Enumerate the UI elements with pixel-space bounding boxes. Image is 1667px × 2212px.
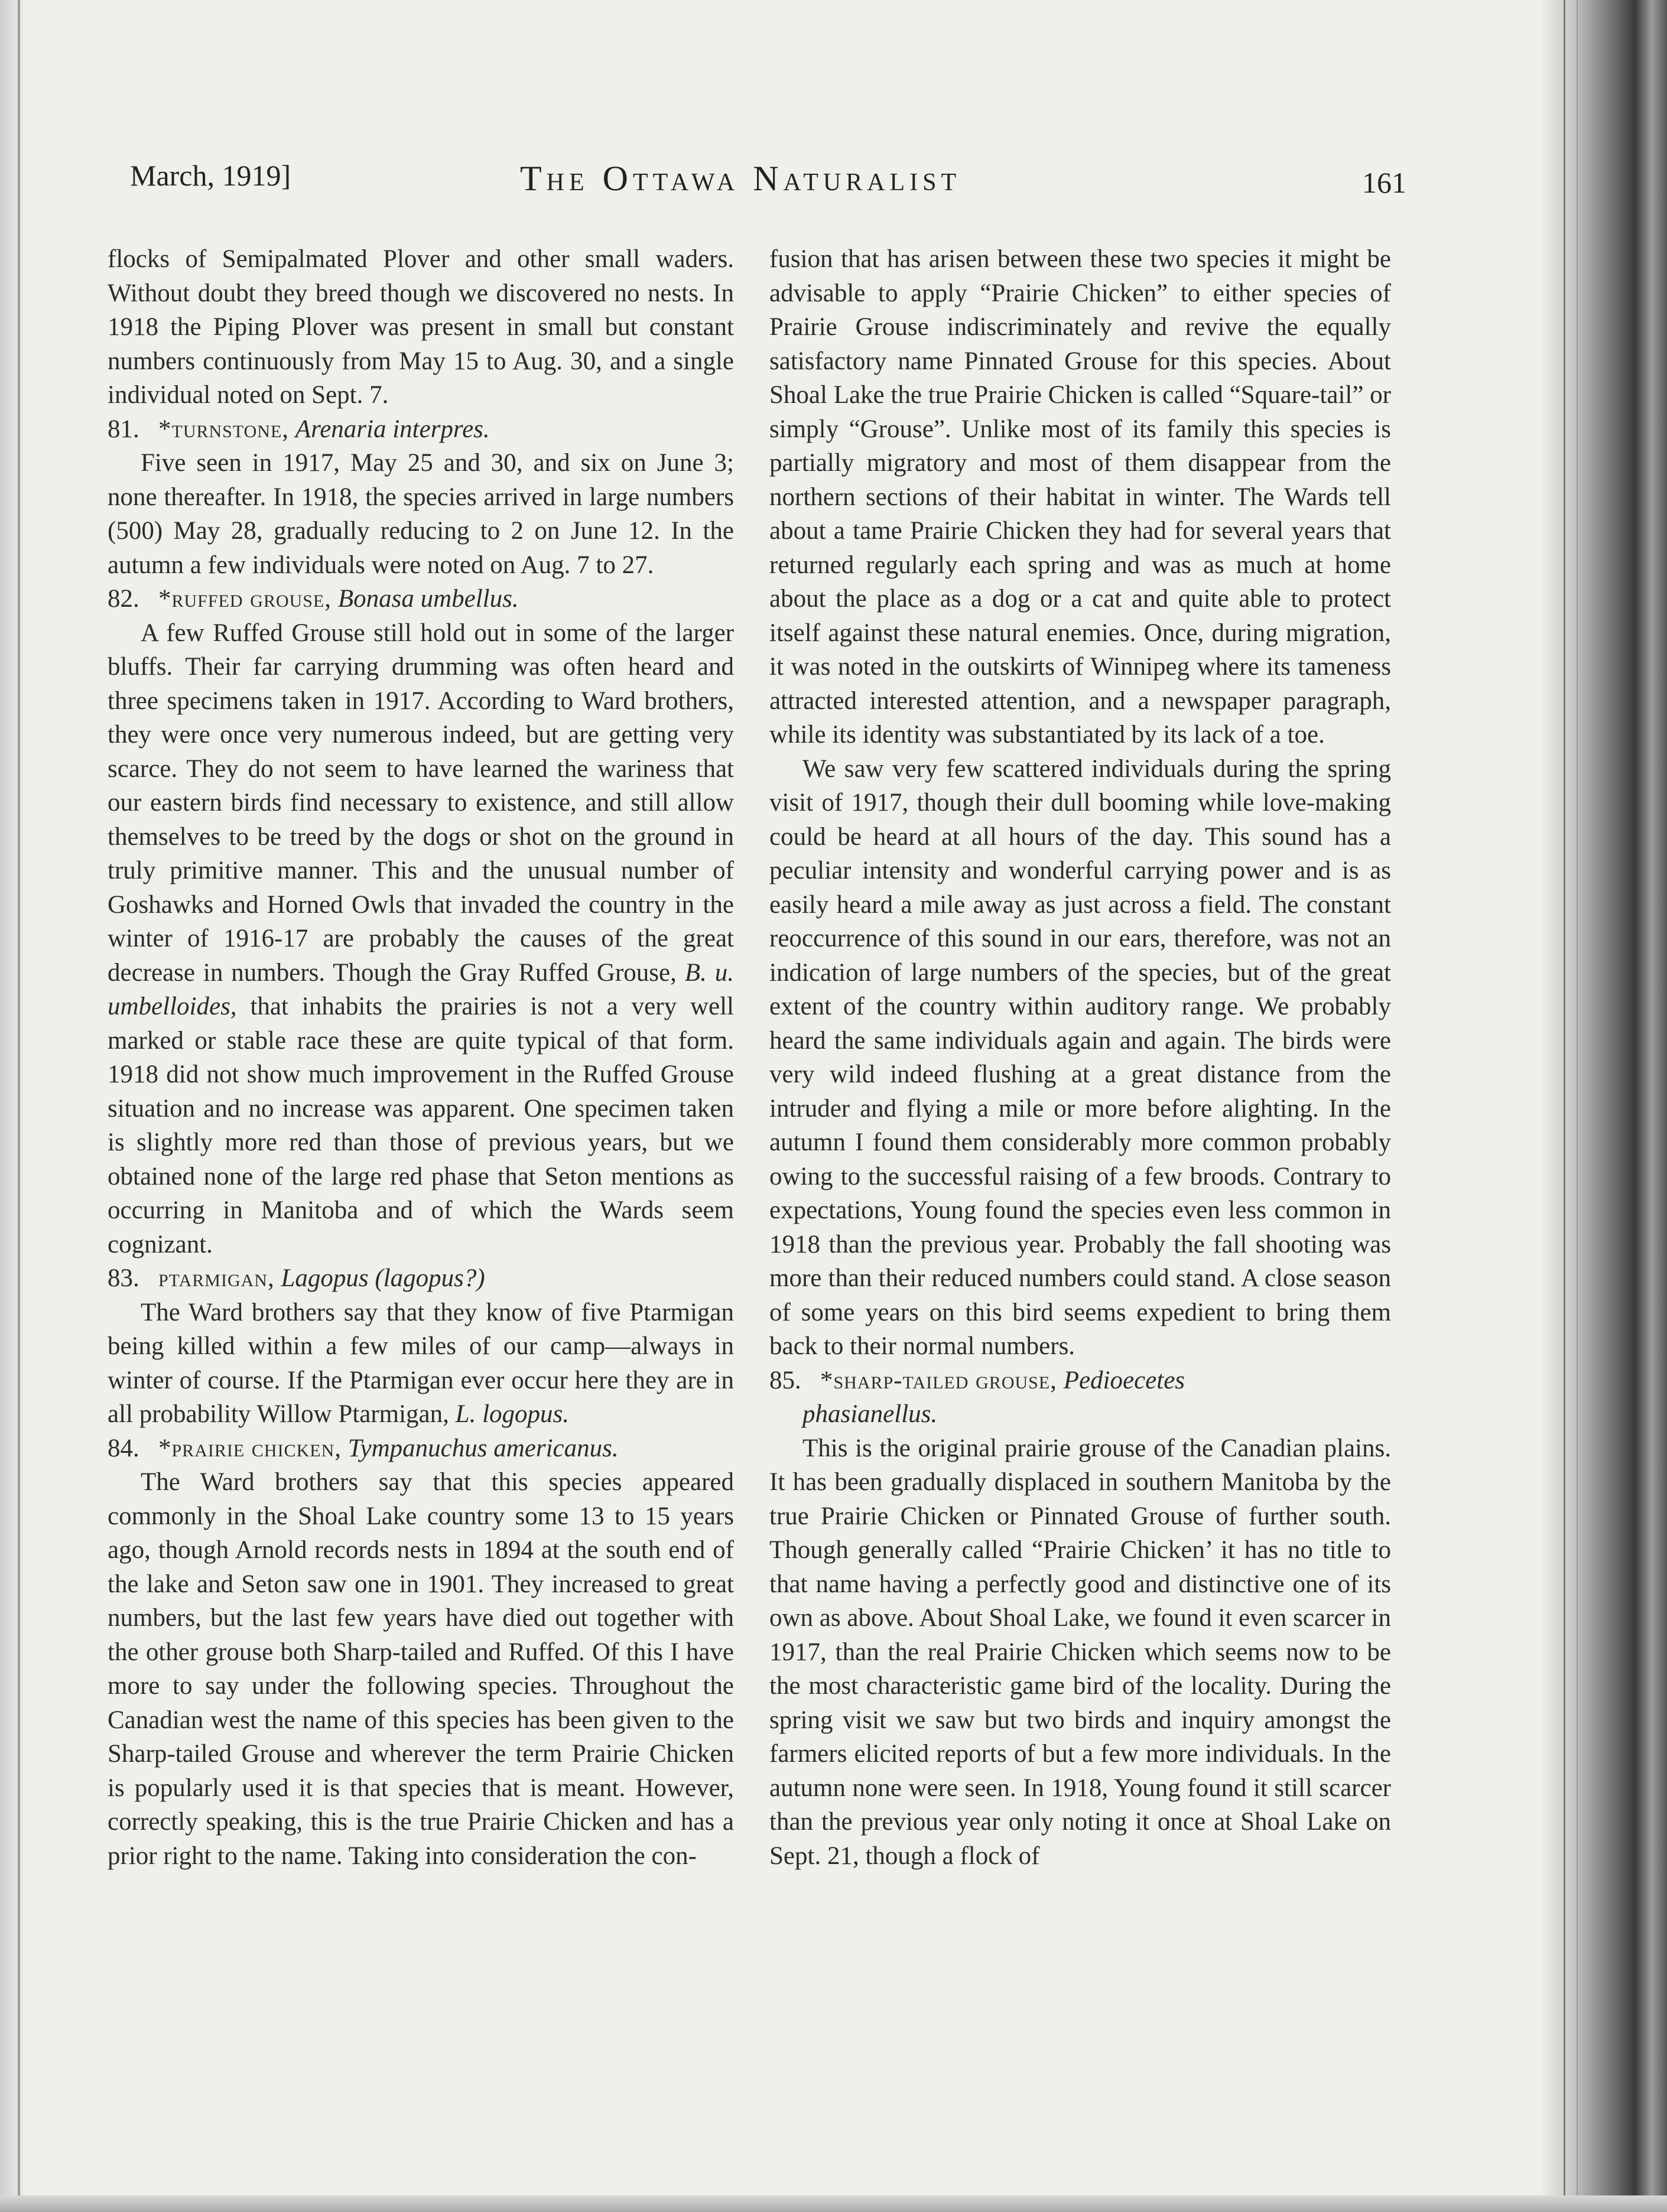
species-common-name: ptarmigan, xyxy=(158,1264,275,1292)
species-scientific-name-cont: phasianellus. xyxy=(802,1400,938,1428)
running-header xyxy=(130,158,1406,212)
species-number: 85. xyxy=(769,1366,801,1394)
spine-line xyxy=(1564,0,1565,2212)
species-heading-82 xyxy=(108,582,734,616)
paragraph: flocks of Semipalmated Plover and other small waders. Without doubt they breed though we discovered no nests. In 1918 the Piping Plover was present in small but constant numbers continuously from May 15 to Aug. 30, and a single individual noted on Sept. 7. xyxy=(108,245,734,409)
species-common-name: *prairie chicken, xyxy=(158,1434,342,1462)
species-scientific-name: Tympanuchus americanus. xyxy=(347,1434,619,1462)
species-heading-81 xyxy=(108,412,734,447)
species-scientific-name: Bonasa umbellus. xyxy=(337,585,519,613)
text-run: The Ward brothers say that they know of five Ptarmigan being killed within a few miles of our camp—always in winter of course. If the Ptarmigan ever occur here they are in all probability Willow Ptarmigan, xyxy=(108,1298,734,1428)
paragraph: fusion that has arisen between these two species it might be advisable to apply “Prairie Chicken” to either species of Prairie Grouse indiscriminately and revive the equally satisfactory name Pinnated Grouse for this species. About Shoal Lake the true Prairie Chicken is called “Square-tail” or simply “Grouse”. Unlike most of its family this species is partially migratory and most of them disappear from the northern sections of their habitat in winter. The Wards tell about a tame Prairie Chicken they had for several years that returned regularly each spring and was as much at home about the place as a dog or a cat and quite able to protect itself against these natural enemies. Once, during migration, it was noted in the outskirts of Winnipeg where its tameness attracted interested attention, and a newspaper paragraph, while its identity was substantiated by its lack of a toe. xyxy=(769,245,1391,749)
paragraph: Five seen in 1917, May 25 and 30, and six on June 3; none thereafter. In 1918, the species arrived in large numbers (500) May 28, gradually reducing to 2 on June 12. In the autumn a few individuals were noted on Aug. 7 to 27. xyxy=(108,449,734,579)
species-scientific-name: B. u. umbelloides, xyxy=(108,958,734,1020)
species-heading-85 xyxy=(769,1364,1391,1398)
species-common-name: *ruffed grouse, xyxy=(158,585,332,613)
species-scientific-name: Arenaria interpres. xyxy=(295,415,490,443)
spine-line xyxy=(1577,0,1578,2212)
species-heading-83 xyxy=(108,1261,734,1296)
species-common-name: *sharp-tailed grouse, xyxy=(820,1366,1057,1394)
paragraph: The Ward brothers say that this species appeared commonly in the Shoal Lake country some 13 to 15 years ago, though Arnold records nests in 1894 at the south end of the lake and Seton saw one in 1901. They increased to great numbers, but the last few years have died out together with the other grouse both Sharp-tailed and Ruffed. Of this I have more to say under the following species. Throughout the Canadian west the name of this species has been given to the Sharp-tailed Grouse and wherever the term Prairie Chicken is popularly used it is that species that is meant. However, correctly speaking, this is the true Prairie Chicken and has a prior right to the name. Taking into consideration the con- xyxy=(108,1468,734,1870)
paragraph xyxy=(108,1296,734,1432)
left-page-edge xyxy=(0,0,24,2212)
species-number: 81. xyxy=(108,415,139,443)
book-spine xyxy=(1540,0,1667,2212)
paragraph xyxy=(108,616,734,1262)
species-scientific-name: L. logopus. xyxy=(455,1400,570,1428)
header-date: March, 1919] xyxy=(130,159,291,192)
species-scientific-name: Lagopus (lagopus?) xyxy=(281,1264,485,1292)
page-number: 161 xyxy=(1362,166,1406,199)
species-heading-84 xyxy=(108,1432,734,1466)
text-run: that inhabits the prairies is not a very well marked or stable race these are quite typical of that form. 1918 did not show much improvement in the Ruffed Grouse situation and no increase was apparent. One specimen taken is slightly more red than those of previous years, but we obtained none of the large red phase that Seton mentions as occurring in Manitoba and of which the Wards seem cognizant. xyxy=(108,993,735,1258)
right-column xyxy=(769,242,1391,1873)
species-number: 82. xyxy=(108,585,139,613)
species-number: 84. xyxy=(108,1434,139,1462)
species-common-name: *turnstone, xyxy=(158,415,290,443)
left-margin-rule xyxy=(18,0,20,2212)
paragraph: This is the original prairie grouse of the Canadian plains. It has been gradually displaced in southern Manitoba by the true Prairie Chicken or Pinnated Grouse of further south. Though generally called “Prairie Chicken’ it has no title to that name having a perfectly good and distinctive one of its own as above. About Shoal Lake, we found it even scarcer in 1917, than the real Prairie Chicken which seems now to be the most characteristic game bird of the locality. During the spring visit we saw but two birds and inquiry amongst the farmers elicited reports of but a few more individuals. In the autumn none were seen. In 1918, Young found it still scarcer than the previous year only noting it once at Shoal Lake on Sept. 21, though a flock of xyxy=(769,1434,1391,1870)
species-number: 83. xyxy=(108,1264,139,1292)
bottom-page-edge xyxy=(0,2195,1667,2212)
species-scientific-name: Pedioecetes xyxy=(1063,1366,1185,1394)
text-run: A few Ruffed Grouse still hold out in some of the larger bluffs. Their far carrying drumming was often heard and three specimens taken in 1917. According to Ward brothers, they were once very numerous indeed, but are getting very scarce. They do not seem to have learned the wariness that our eastern birds find necessary to existence, and still allow themselves to be treed by the dogs or shot on the ground in truly primitive manner. This and the unusual number of Goshawks and Horned Owls that invaded the country in the winter of 1916-17 are probably the causes of the great decrease in numbers. Though the Gray Ruffed Grouse, xyxy=(108,619,734,987)
paragraph: We saw very few scattered individuals during the spring visit of 1917, though their dull booming while love-making could be heard at all hours of the day. This sound has a peculiar intensity and wonderful carrying power and is as easily heard a mile away as just across a field. The constant reoccurrence of this sound in our ears, therefore, was not an indication of large numbers of the species, but of the great extent of the country within auditory range. We probably heard the same individuals again and again. The birds were very wild indeed flushing at a great distance from the intruder and flying a mile or more before alighting. In the autumn I found them considerably more common probably owing to the successful raising of a few broods. Contrary to expectations, Young found the species even less common in 1918 than the previous year. Probably the fall shooting was more than their reduced numbers could stand. A close season of some years on this bird seems expedient to bring them back to their normal numbers. xyxy=(769,754,1391,1360)
left-column xyxy=(108,242,734,1873)
journal-title: The Ottawa Naturalist xyxy=(520,159,961,198)
